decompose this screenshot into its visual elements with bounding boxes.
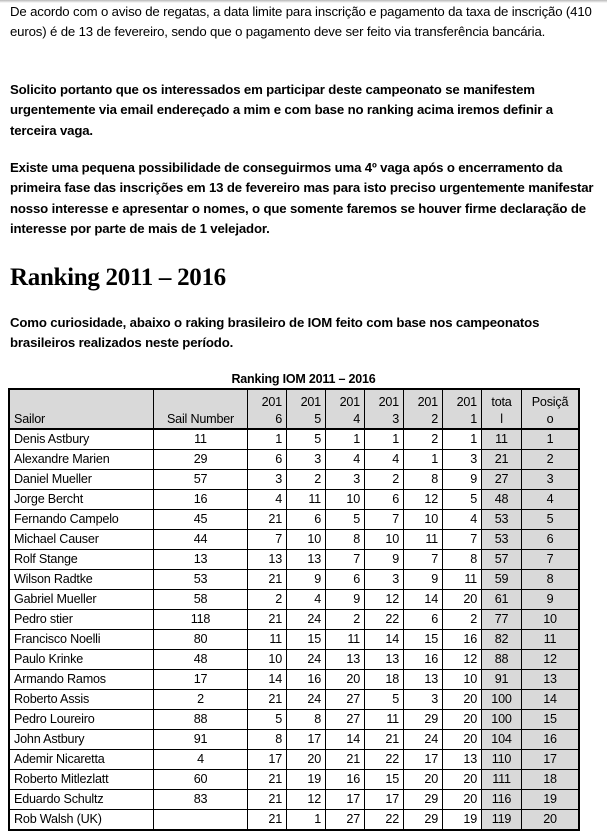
cell-position: 11 bbox=[522, 630, 580, 650]
cell-year-2012: 17 bbox=[404, 750, 443, 770]
cell-total: 104 bbox=[482, 730, 522, 750]
header-year-2012 bbox=[404, 389, 443, 429]
header-position-top: Posiçã bbox=[531, 395, 569, 409]
cell-sail-number: 44 bbox=[154, 530, 248, 550]
header-year-top: 201 bbox=[456, 395, 477, 409]
cell-total: 110 bbox=[482, 750, 522, 770]
header-year-bottom: 2 bbox=[431, 412, 438, 426]
cell-year-2011: 8 bbox=[443, 550, 482, 570]
cell-sailor: Alexandre Marien bbox=[9, 450, 154, 470]
table-row bbox=[9, 590, 579, 610]
table-row bbox=[9, 570, 579, 590]
cell-sail-number: 53 bbox=[154, 570, 248, 590]
cell-year-2015: 11 bbox=[287, 490, 326, 510]
cell-sailor: Roberto Assis bbox=[9, 690, 154, 710]
table-row bbox=[9, 730, 579, 750]
cell-total: 77 bbox=[482, 610, 522, 630]
cell-year-2016: 21 bbox=[248, 770, 287, 790]
table-row bbox=[9, 450, 579, 470]
cell-sailor: Fernando Campelo bbox=[9, 510, 154, 530]
header-year-top: 201 bbox=[378, 395, 399, 409]
header-year-bottom: 5 bbox=[314, 412, 321, 426]
cell-position: 18 bbox=[522, 770, 580, 790]
header-year-2015 bbox=[287, 389, 326, 429]
cell-year-2013: 22 bbox=[365, 610, 404, 630]
cell-year-2014: 1 bbox=[326, 429, 365, 450]
header-year-bottom: 4 bbox=[353, 412, 360, 426]
cell-position: 15 bbox=[522, 710, 580, 730]
cell-year-2011: 20 bbox=[443, 790, 482, 810]
cell-year-2012: 7 bbox=[404, 550, 443, 570]
cell-position: 6 bbox=[522, 530, 580, 550]
cell-sail-number: 4 bbox=[154, 750, 248, 770]
cell-year-2016: 5 bbox=[248, 710, 287, 730]
table-row bbox=[9, 770, 579, 790]
cell-sailor: Roberto Mitlezlatt bbox=[9, 770, 154, 790]
cell-year-2012: 2 bbox=[404, 429, 443, 450]
cell-year-2014: 27 bbox=[326, 690, 365, 710]
cell-sailor: Pedro stier bbox=[9, 610, 154, 630]
cell-sail-number: 58 bbox=[154, 590, 248, 610]
section-heading: Ranking 2011 – 2016 bbox=[10, 264, 226, 291]
cell-sailor: Armando Ramos bbox=[9, 670, 154, 690]
cell-sail-number: 17 bbox=[154, 670, 248, 690]
cell-sailor: Gabriel Mueller bbox=[9, 590, 154, 610]
header-position bbox=[522, 389, 580, 429]
cell-year-2015: 24 bbox=[287, 610, 326, 630]
cell-year-2011: 20 bbox=[443, 690, 482, 710]
cell-sail-number: 45 bbox=[154, 510, 248, 530]
cell-year-2011: 20 bbox=[443, 590, 482, 610]
cell-year-2012: 29 bbox=[404, 810, 443, 831]
cell-sailor: Pedro Loureiro bbox=[9, 710, 154, 730]
cell-sailor: Paulo Krinke bbox=[9, 650, 154, 670]
cell-sailor: Daniel Mueller bbox=[9, 470, 154, 490]
cell-year-2014: 6 bbox=[326, 570, 365, 590]
table-row bbox=[9, 530, 579, 550]
cell-year-2016: 4 bbox=[248, 490, 287, 510]
cell-year-2013: 17 bbox=[365, 790, 404, 810]
header-sail-number: Sail Number bbox=[154, 389, 248, 429]
cell-year-2014: 21 bbox=[326, 750, 365, 770]
cell-sail-number: 80 bbox=[154, 630, 248, 650]
cell-year-2011: 4 bbox=[443, 510, 482, 530]
cell-position: 10 bbox=[522, 610, 580, 630]
cell-sailor: Rolf Stange bbox=[9, 550, 154, 570]
cell-year-2012: 1 bbox=[404, 450, 443, 470]
cell-year-2013: 12 bbox=[365, 590, 404, 610]
table-row bbox=[9, 610, 579, 630]
cell-year-2012: 3 bbox=[404, 690, 443, 710]
cell-year-2011: 16 bbox=[443, 630, 482, 650]
paragraph-fourth-slot: Existe uma pequena possibilidade de conseguirmos uma 4º vaga após o encerramento da primeira fase das inscrições em 13 de fevereiro mas para isto preciso urgentemente manifestar nosso interesse e apresentar o nomes, o que somente faremos se houver firme declaração de interesse por parte de mais de 1 velejador. bbox=[10, 160, 594, 236]
cell-position: 2 bbox=[522, 450, 580, 470]
cell-total: 11 bbox=[482, 429, 522, 450]
cell-year-2015: 6 bbox=[287, 510, 326, 530]
cell-position: 4 bbox=[522, 490, 580, 510]
table-row bbox=[9, 429, 579, 450]
cell-total: 61 bbox=[482, 590, 522, 610]
cell-year-2016: 21 bbox=[248, 570, 287, 590]
table-caption: Ranking IOM 2011 – 2016 bbox=[231, 372, 376, 386]
cell-year-2014: 17 bbox=[326, 790, 365, 810]
cell-position: 8 bbox=[522, 570, 580, 590]
table-row bbox=[9, 750, 579, 770]
cell-total: 27 bbox=[482, 470, 522, 490]
cell-year-2013: 15 bbox=[365, 770, 404, 790]
cell-total: 53 bbox=[482, 530, 522, 550]
cell-position: 5 bbox=[522, 510, 580, 530]
header-year-bottom: 1 bbox=[470, 412, 477, 426]
cell-sailor: Denis Astbury bbox=[9, 429, 154, 450]
cell-year-2016: 2 bbox=[248, 590, 287, 610]
cell-year-2011: 3 bbox=[443, 450, 482, 470]
cell-year-2011: 1 bbox=[443, 429, 482, 450]
cell-year-2016: 21 bbox=[248, 510, 287, 530]
cell-year-2015: 3 bbox=[287, 450, 326, 470]
header-total-bottom: l bbox=[500, 412, 503, 426]
table-row bbox=[9, 650, 579, 670]
cell-year-2011: 12 bbox=[443, 650, 482, 670]
cell-year-2014: 10 bbox=[326, 490, 365, 510]
header-position-bottom: o bbox=[546, 412, 554, 426]
paragraph-intro: De acordo com o aviso de regatas, a data limite para inscrição e pagamento da taxa de inscrição (410 euros) é de 13 de fevereiro, sendo que o pagamento deve ser feito via transferência bancária. bbox=[10, 4, 592, 40]
header-year-top: 201 bbox=[339, 395, 360, 409]
cell-sailor: Ademir Nicaretta bbox=[9, 750, 154, 770]
cell-sail-number: 2 bbox=[154, 690, 248, 710]
cell-position: 9 bbox=[522, 590, 580, 610]
cell-total: 48 bbox=[482, 490, 522, 510]
cell-year-2013: 21 bbox=[365, 730, 404, 750]
cell-year-2013: 11 bbox=[365, 710, 404, 730]
cell-year-2012: 20 bbox=[404, 770, 443, 790]
cell-year-2016: 11 bbox=[248, 630, 287, 650]
cell-position: 13 bbox=[522, 670, 580, 690]
cell-year-2014: 20 bbox=[326, 670, 365, 690]
table-row bbox=[9, 550, 579, 570]
cell-position: 7 bbox=[522, 550, 580, 570]
cell-sailor: Rob Walsh (UK) bbox=[9, 810, 154, 831]
table-row bbox=[9, 810, 579, 831]
cell-sail-number: 16 bbox=[154, 490, 248, 510]
cell-sail-number: 83 bbox=[154, 790, 248, 810]
cell-year-2014: 13 bbox=[326, 650, 365, 670]
cell-total: 111 bbox=[482, 770, 522, 790]
cell-year-2016: 17 bbox=[248, 750, 287, 770]
header-sailor: Sailor bbox=[9, 389, 154, 429]
cell-year-2014: 16 bbox=[326, 770, 365, 790]
cell-year-2011: 2 bbox=[443, 610, 482, 630]
header-year-2016 bbox=[248, 389, 287, 429]
paragraph-curiosity: Como curiosidade, abaixo o raking brasileiro de IOM feito com base nos campeonatos brasileiros realizados neste período. bbox=[10, 315, 540, 351]
cell-sailor: Jorge Bercht bbox=[9, 490, 154, 510]
cell-year-2012: 29 bbox=[404, 710, 443, 730]
table-row bbox=[9, 670, 579, 690]
cell-year-2013: 4 bbox=[365, 450, 404, 470]
cell-position: 3 bbox=[522, 470, 580, 490]
table-header-row bbox=[9, 389, 579, 429]
header-year-top: 201 bbox=[300, 395, 321, 409]
header-year-top: 201 bbox=[417, 395, 438, 409]
cell-year-2014: 9 bbox=[326, 590, 365, 610]
cell-year-2015: 4 bbox=[287, 590, 326, 610]
paragraph-request: Solicito portanto que os interessados em participar deste campeonato se manifestem urgentemente via email endereçado a mim e com base no ranking acima iremos definir a terceira vaga. bbox=[10, 82, 553, 138]
cell-year-2016: 6 bbox=[248, 450, 287, 470]
cell-year-2011: 5 bbox=[443, 490, 482, 510]
cell-sail-number: 29 bbox=[154, 450, 248, 470]
cell-year-2015: 19 bbox=[287, 770, 326, 790]
cell-sailor: Wilson Radtke bbox=[9, 570, 154, 590]
cell-year-2015: 8 bbox=[287, 710, 326, 730]
cell-year-2014: 11 bbox=[326, 630, 365, 650]
cell-year-2011: 11 bbox=[443, 570, 482, 590]
cell-year-2012: 9 bbox=[404, 570, 443, 590]
header-year-bottom: 3 bbox=[392, 412, 399, 426]
cell-total: 57 bbox=[482, 550, 522, 570]
cell-year-2011: 7 bbox=[443, 530, 482, 550]
cell-year-2015: 12 bbox=[287, 790, 326, 810]
table-row bbox=[9, 490, 579, 510]
cell-position: 17 bbox=[522, 750, 580, 770]
cell-year-2016: 21 bbox=[248, 690, 287, 710]
cell-year-2013: 22 bbox=[365, 810, 404, 831]
cell-year-2015: 16 bbox=[287, 670, 326, 690]
cell-year-2016: 3 bbox=[248, 470, 287, 490]
header-total bbox=[482, 389, 522, 429]
cell-year-2014: 8 bbox=[326, 530, 365, 550]
cell-sail-number bbox=[154, 810, 248, 831]
cell-sail-number: 60 bbox=[154, 770, 248, 790]
cell-year-2014: 7 bbox=[326, 550, 365, 570]
cell-year-2014: 4 bbox=[326, 450, 365, 470]
ranking-table-body bbox=[9, 429, 579, 830]
cell-sailor: John Astbury bbox=[9, 730, 154, 750]
cell-sail-number: 48 bbox=[154, 650, 248, 670]
cell-sailor: Michael Causer bbox=[9, 530, 154, 550]
cell-year-2011: 13 bbox=[443, 750, 482, 770]
table-row bbox=[9, 510, 579, 530]
cell-year-2016: 14 bbox=[248, 670, 287, 690]
table-row bbox=[9, 790, 579, 810]
cell-sail-number: 118 bbox=[154, 610, 248, 630]
cell-year-2013: 6 bbox=[365, 490, 404, 510]
cell-year-2012: 29 bbox=[404, 790, 443, 810]
cell-year-2012: 8 bbox=[404, 470, 443, 490]
cell-year-2014: 27 bbox=[326, 810, 365, 831]
cell-year-2011: 20 bbox=[443, 710, 482, 730]
table-row bbox=[9, 690, 579, 710]
cell-year-2014: 3 bbox=[326, 470, 365, 490]
cell-year-2014: 27 bbox=[326, 710, 365, 730]
cell-year-2012: 12 bbox=[404, 490, 443, 510]
cell-total: 88 bbox=[482, 650, 522, 670]
cell-year-2013: 14 bbox=[365, 630, 404, 650]
cell-year-2014: 14 bbox=[326, 730, 365, 750]
cell-total: 59 bbox=[482, 570, 522, 590]
cell-year-2016: 21 bbox=[248, 610, 287, 630]
cell-year-2013: 18 bbox=[365, 670, 404, 690]
cell-year-2012: 14 bbox=[404, 590, 443, 610]
cell-year-2013: 2 bbox=[365, 470, 404, 490]
cell-year-2016: 8 bbox=[248, 730, 287, 750]
cell-year-2015: 1 bbox=[287, 810, 326, 831]
header-year-top: 201 bbox=[261, 395, 282, 409]
cell-year-2016: 1 bbox=[248, 429, 287, 450]
cell-year-2016: 21 bbox=[248, 810, 287, 831]
cell-total: 116 bbox=[482, 790, 522, 810]
header-year-2013 bbox=[365, 389, 404, 429]
cell-year-2012: 15 bbox=[404, 630, 443, 650]
cell-sail-number: 91 bbox=[154, 730, 248, 750]
header-year-bottom: 6 bbox=[275, 412, 282, 426]
cell-position: 12 bbox=[522, 650, 580, 670]
cell-position: 16 bbox=[522, 730, 580, 750]
cell-year-2012: 16 bbox=[404, 650, 443, 670]
cell-year-2016: 13 bbox=[248, 550, 287, 570]
cell-total: 21 bbox=[482, 450, 522, 470]
cell-year-2012: 10 bbox=[404, 510, 443, 530]
cell-position: 20 bbox=[522, 810, 580, 831]
cell-total: 100 bbox=[482, 690, 522, 710]
cell-year-2012: 6 bbox=[404, 610, 443, 630]
cell-year-2014: 2 bbox=[326, 610, 365, 630]
cell-year-2013: 1 bbox=[365, 429, 404, 450]
cell-year-2015: 5 bbox=[287, 429, 326, 450]
cell-year-2015: 20 bbox=[287, 750, 326, 770]
cell-year-2013: 22 bbox=[365, 750, 404, 770]
header-total-top: tota bbox=[491, 395, 512, 409]
cell-year-2011: 20 bbox=[443, 730, 482, 750]
header-year-2011 bbox=[443, 389, 482, 429]
cell-sailor: Eduardo Schultz bbox=[9, 790, 154, 810]
cell-sailor: Francisco Noelli bbox=[9, 630, 154, 650]
cell-year-2015: 2 bbox=[287, 470, 326, 490]
cell-year-2015: 24 bbox=[287, 650, 326, 670]
table-row bbox=[9, 710, 579, 730]
cell-year-2015: 10 bbox=[287, 530, 326, 550]
cell-year-2013: 13 bbox=[365, 650, 404, 670]
cell-year-2012: 24 bbox=[404, 730, 443, 750]
cell-year-2015: 9 bbox=[287, 570, 326, 590]
cell-total: 82 bbox=[482, 630, 522, 650]
cell-total: 100 bbox=[482, 710, 522, 730]
cell-sail-number: 11 bbox=[154, 429, 248, 450]
cell-sail-number: 13 bbox=[154, 550, 248, 570]
cell-position: 1 bbox=[522, 429, 580, 450]
header-year-2014 bbox=[326, 389, 365, 429]
cell-year-2013: 10 bbox=[365, 530, 404, 550]
cell-year-2014: 5 bbox=[326, 510, 365, 530]
table-row bbox=[9, 630, 579, 650]
cell-sail-number: 88 bbox=[154, 710, 248, 730]
cell-total: 119 bbox=[482, 810, 522, 831]
cell-year-2015: 13 bbox=[287, 550, 326, 570]
cell-year-2013: 5 bbox=[365, 690, 404, 710]
cell-year-2016: 7 bbox=[248, 530, 287, 550]
cell-position: 14 bbox=[522, 690, 580, 710]
cell-year-2013: 7 bbox=[365, 510, 404, 530]
cell-year-2013: 9 bbox=[365, 550, 404, 570]
cell-position: 19 bbox=[522, 790, 580, 810]
cell-total: 91 bbox=[482, 670, 522, 690]
cell-year-2015: 15 bbox=[287, 630, 326, 650]
cell-sail-number: 57 bbox=[154, 470, 248, 490]
cell-year-2016: 10 bbox=[248, 650, 287, 670]
ranking-table bbox=[8, 388, 580, 831]
cell-year-2011: 9 bbox=[443, 470, 482, 490]
cell-year-2011: 10 bbox=[443, 670, 482, 690]
cell-year-2016: 21 bbox=[248, 790, 287, 810]
cell-year-2012: 13 bbox=[404, 670, 443, 690]
cell-year-2012: 11 bbox=[404, 530, 443, 550]
table-row bbox=[9, 470, 579, 490]
cell-year-2015: 24 bbox=[287, 690, 326, 710]
cell-year-2015: 17 bbox=[287, 730, 326, 750]
cell-year-2013: 3 bbox=[365, 570, 404, 590]
cell-total: 53 bbox=[482, 510, 522, 530]
cell-year-2011: 20 bbox=[443, 770, 482, 790]
cell-year-2011: 19 bbox=[443, 810, 482, 831]
